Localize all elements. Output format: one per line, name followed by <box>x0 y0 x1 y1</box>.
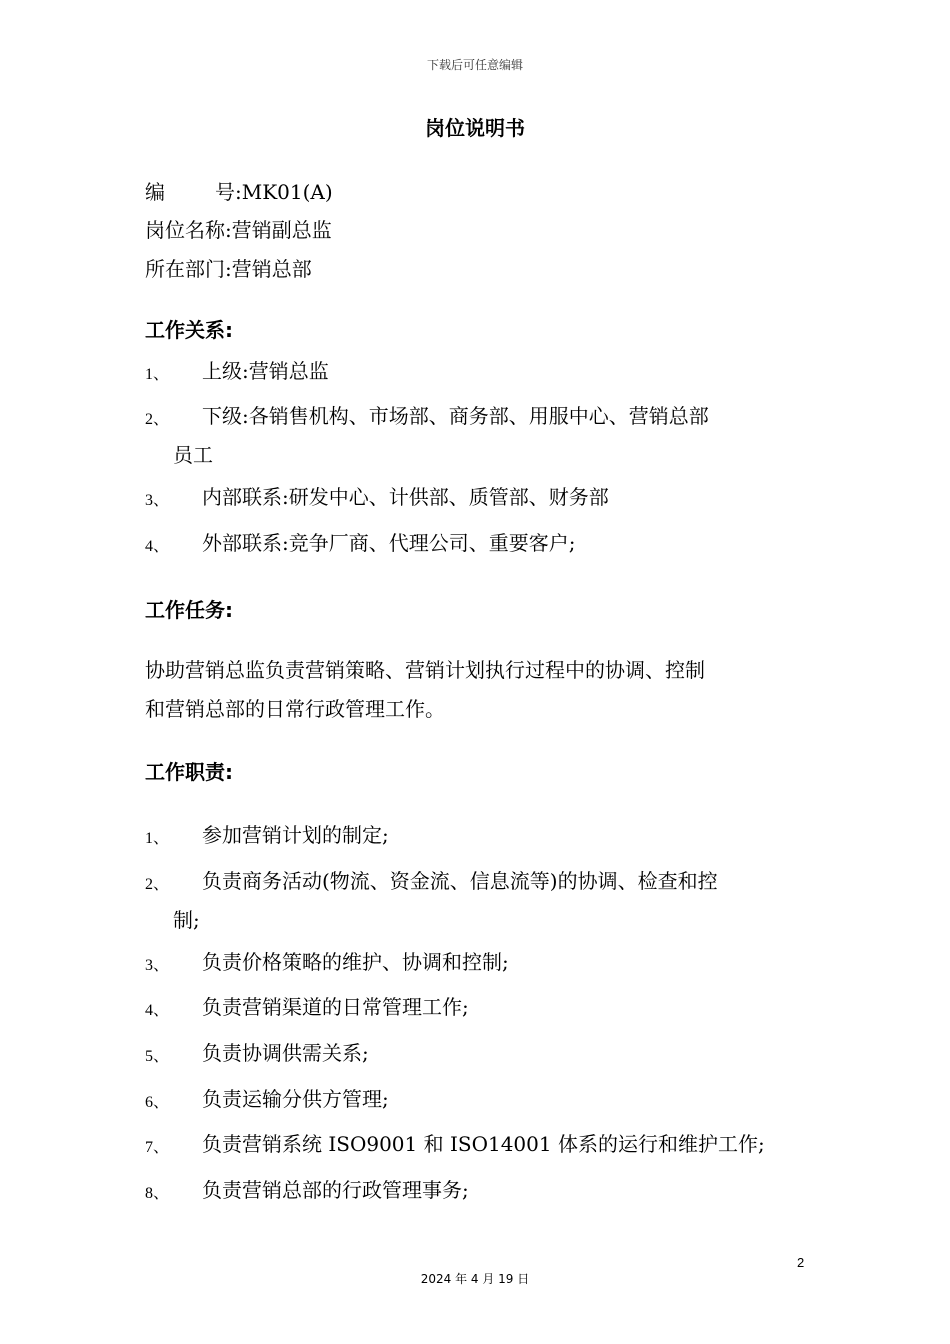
dept-value: 营销总部 <box>231 257 312 281</box>
item-number: 8、 <box>145 1185 170 1202</box>
item-number: 7、 <box>145 1139 170 1156</box>
info-number-line <box>145 176 333 205</box>
item-text: 参加营销计划的制定; <box>202 823 389 847</box>
page-number: 2 <box>797 1255 805 1270</box>
item-number: 1、 <box>145 830 170 847</box>
item-text: 负责营销渠道的日常管理工作; <box>202 995 469 1019</box>
item-text: 上级:营销总监 <box>202 359 329 383</box>
item-number: 6、 <box>145 1094 170 1111</box>
item-number: 3、 <box>145 492 170 509</box>
item-text: 下级:各销售机构、市场部、商务部、用服中心、营销总部 <box>202 404 709 428</box>
item-text: 负责价格策略的维护、协调和控制; <box>202 950 509 974</box>
footer-date: 2024 年 4 月 19 日 <box>420 1272 530 1286</box>
number-label-b: 号: <box>215 180 242 204</box>
item-text-continued: 制; <box>173 908 200 932</box>
item-number: 3、 <box>145 957 170 974</box>
item-text: 外部联系:竞争厂商、代理公司、重要客户; <box>202 531 576 555</box>
number-value: MK01(A) <box>241 180 333 204</box>
duties-heading: 工作职责: <box>145 760 233 784</box>
item-text-continued: 员工 <box>173 443 213 467</box>
task-heading: 工作任务: <box>145 598 233 622</box>
task-paragraph-line: 和营销总部的日常行政管理工作。 <box>145 697 445 721</box>
header-note: 下载后可任意编辑 <box>426 58 523 72</box>
relations-heading: 工作关系: <box>145 318 233 342</box>
item-text: 负责商务活动(物流、资金流、信息流等)的协调、检查和控 <box>202 869 718 893</box>
item-text: 内部联系:研发中心、计供部、质管部、财务部 <box>202 485 609 509</box>
document-title: 岗位说明书 <box>425 116 525 140</box>
item-number: 4、 <box>145 1002 170 1019</box>
item-text: 负责营销系统 ISO9001 和 ISO14001 体系的运行和维护工作; <box>202 1132 765 1156</box>
dept-label: 所在部门: <box>145 257 232 281</box>
position-value: 营销副总监 <box>231 218 332 242</box>
task-paragraph-line: 协助营销总监负责营销策略、营销计划执行过程中的协调、控制 <box>145 658 705 682</box>
item-text: 负责运输分供方管理; <box>202 1087 389 1111</box>
info-dept-line <box>145 253 312 282</box>
item-text: 负责营销总部的行政管理事务; <box>202 1178 469 1202</box>
item-number: 1、 <box>145 366 170 383</box>
item-number: 2、 <box>145 876 170 893</box>
position-label: 岗位名称: <box>145 218 232 242</box>
item-number: 5、 <box>145 1048 170 1065</box>
item-number: 2、 <box>145 411 170 428</box>
number-label-a: 编 <box>145 180 165 204</box>
item-number: 4、 <box>145 538 170 555</box>
info-position-line <box>145 214 332 243</box>
item-text: 负责协调供需关系; <box>202 1041 369 1065</box>
